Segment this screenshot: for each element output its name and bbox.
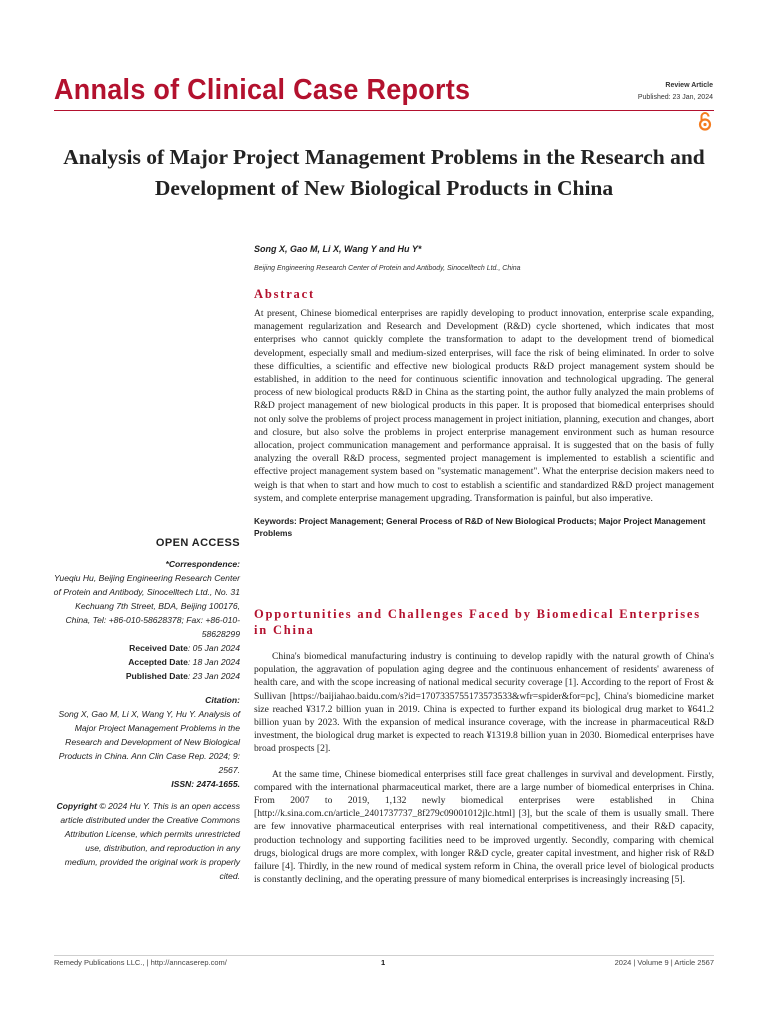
footer-divider (54, 955, 714, 956)
open-access-lock-icon (697, 111, 713, 131)
sidebar (50, 536, 240, 883)
received-date (50, 641, 240, 655)
header-divider (54, 110, 714, 111)
journal-title: Annals of Clinical Case Reports (54, 74, 471, 106)
published-label: Published Date (125, 671, 188, 681)
accepted-label: Accepted Date (128, 657, 188, 667)
authors: Song X, Gao M, Li X, Wang Y and Hu Y* (254, 244, 422, 254)
abstract-text: At present, Chinese biomedical enterprises are rapidly developing to product innovation, enterprise scale expanding, management regularization and Research and Development (R&D) cycle shortened, which indicates that most enterprises who cannot quickly complete the transformation to adapt to the development trend of biomedical development, especially small and medium-sized enterprises, will face the risk of being eliminated. In order to solve these difficulties, a scientific and effective new biological products R&D project management system should be established, in addition to the need for continuous scientific innovation and technological upgrading. The general process of new biological products R&D in China as the starting point, the author fully analyzed the main problems of R&D project management of new biological products in this paper. It is proposed that biomedical enterprises should not only solve the problems of project process management in project initiation, planning, execution and changes, abort and closure, but also solve the problems in project enterprise management environment such as human resource allocation, project communication management and performance appraisal. It is suggested that on the basis of fully analyzing the overall R&D process, segmented project management is implemented to establish a scientific and effective project management system based on "systematic management". What the enterprise decision makers need to weigh is that when to start and how much to cost to establish a scientific and standardized R&D project management system, and complete enterprise management upgrading. Transformation is painful, but also imperative. (254, 308, 714, 504)
copyright-body: © 2024 Hu Y. This is an open access article distributed under the Creative Commons Attribution License, which permits unrestricted use, distribution, and reproduction in any medium, provided the original work is properly cited. (60, 801, 240, 881)
article-meta (638, 80, 713, 104)
published-date-sidebar (50, 669, 240, 683)
footer-publisher[interactable]: Remedy Publications LLC., | http://anncaserep.com/ (54, 958, 227, 967)
citation-text: Song X, Gao M, Li X, Wang Y, Hu Y. Analysis of Major Project Management Problems in the Research and Development of New Biological Products in China. Ann Clin Case Rep. 2024; 9: 2567. (58, 709, 240, 775)
copyright-text (50, 799, 240, 883)
section-heading: Opportunities and Challenges Faced by Biomedical Enterprises in China (254, 607, 701, 637)
published-date: Published: 23 Jan, 2024 (637, 94, 713, 101)
received-value: : 05 Jan 2024 (187, 643, 240, 653)
accepted-value: : 18 Jan 2024 (187, 657, 240, 667)
published-value: : 23 Jan 2024 (187, 671, 240, 681)
abstract-heading: Abstract (254, 287, 315, 301)
abstract-section (254, 287, 714, 539)
paragraph: At the same time, Chinese biomedical enterprises still face great challenges in survival and development. Firstly, compared with the international pharmaceutical market, there are a large number of biomedical enterprises in China. From 2007 to 2019, 1,132 newly biomedical enterprises were established in China [http://k.sina.com.cn/article_2401737737_8f279c09001012jlc.html] [3], but the scale of them is usually small. There are few innovative pharmaceutical enterprises with real international competitiveness, and their R&D capacity, production technology and supporting facilities need to be improved urgently. Secondly, comparing with chemical drugs, biological drugs are more complex, with longer R&D cycle, greater capital investment, and higher risk of R&D failure [4]. Thirdly, in the new round of medical system reform in China, the overall price level of biological products is constantly declining, and the operating pressure of many biomedical enterprises is increasingly increasing [5]. (254, 768, 714, 886)
accepted-date (50, 655, 240, 669)
received-label: Received Date (129, 643, 188, 653)
correspondence-label: *Correspondence: (165, 559, 240, 569)
article-type: Review Article (665, 82, 713, 89)
paragraph: China's biomedical manufacturing industry is continuing to develop rapidly with the natural growth of China's population, the aggravation of population aging degree and the continuous enhancement of residents' awareness of health care, and with the scope increasing of national medical security coverage [1]. According to the report of Frost & Sullivan [https://baijiahao.baidu.com/s?id=1707335755173573533&wfr=spider&for=pc], China's biomedicine market size reached ¥317.2 billion yuan in 2019. China is expected to further expand its biological drug market to ¥641.2 billion yuan by 2023. With the expansion of medical insurance coverage, with the increase in pharmaceutical R&D investment, the biological drug market is expected to reach ¥1319.8 billion yuan in 2030. Biomedical enterprises have broad prospects [2]. (254, 651, 714, 755)
correspondence-text: Yueqiu Hu, Beijing Engineering Research Center of Protein and Antibody, Sinocelltech Ltd., No. 31 Kechuang 7th Street, BDA, Beijing 100176, China, Tel: +86-010-58628378; Fax: +86-010-58628299 (53, 573, 240, 639)
keywords: Keywords: Project Management; General Process of R&D of New Biological Products; Major Project Management Problems (254, 516, 706, 539)
affiliation: Beijing Engineering Research Center of Protein and Antibody, Sinocelltech Ltd., China (254, 265, 521, 272)
footer-volume: 2024 | Volume 9 | Article 2567 (614, 958, 714, 967)
open-access-label: OPEN ACCESS (155, 537, 240, 549)
page-number: 1 (381, 958, 386, 967)
issn: ISSN: 2474-1655. (171, 779, 240, 789)
citation-label: Citation: (205, 695, 240, 705)
paper-title: Analysis of Major Project Management Problems in the Research and Development of New Biological Products in China (63, 145, 705, 200)
copyright-label: Copyright (56, 801, 98, 811)
section-opportunities (254, 606, 714, 886)
